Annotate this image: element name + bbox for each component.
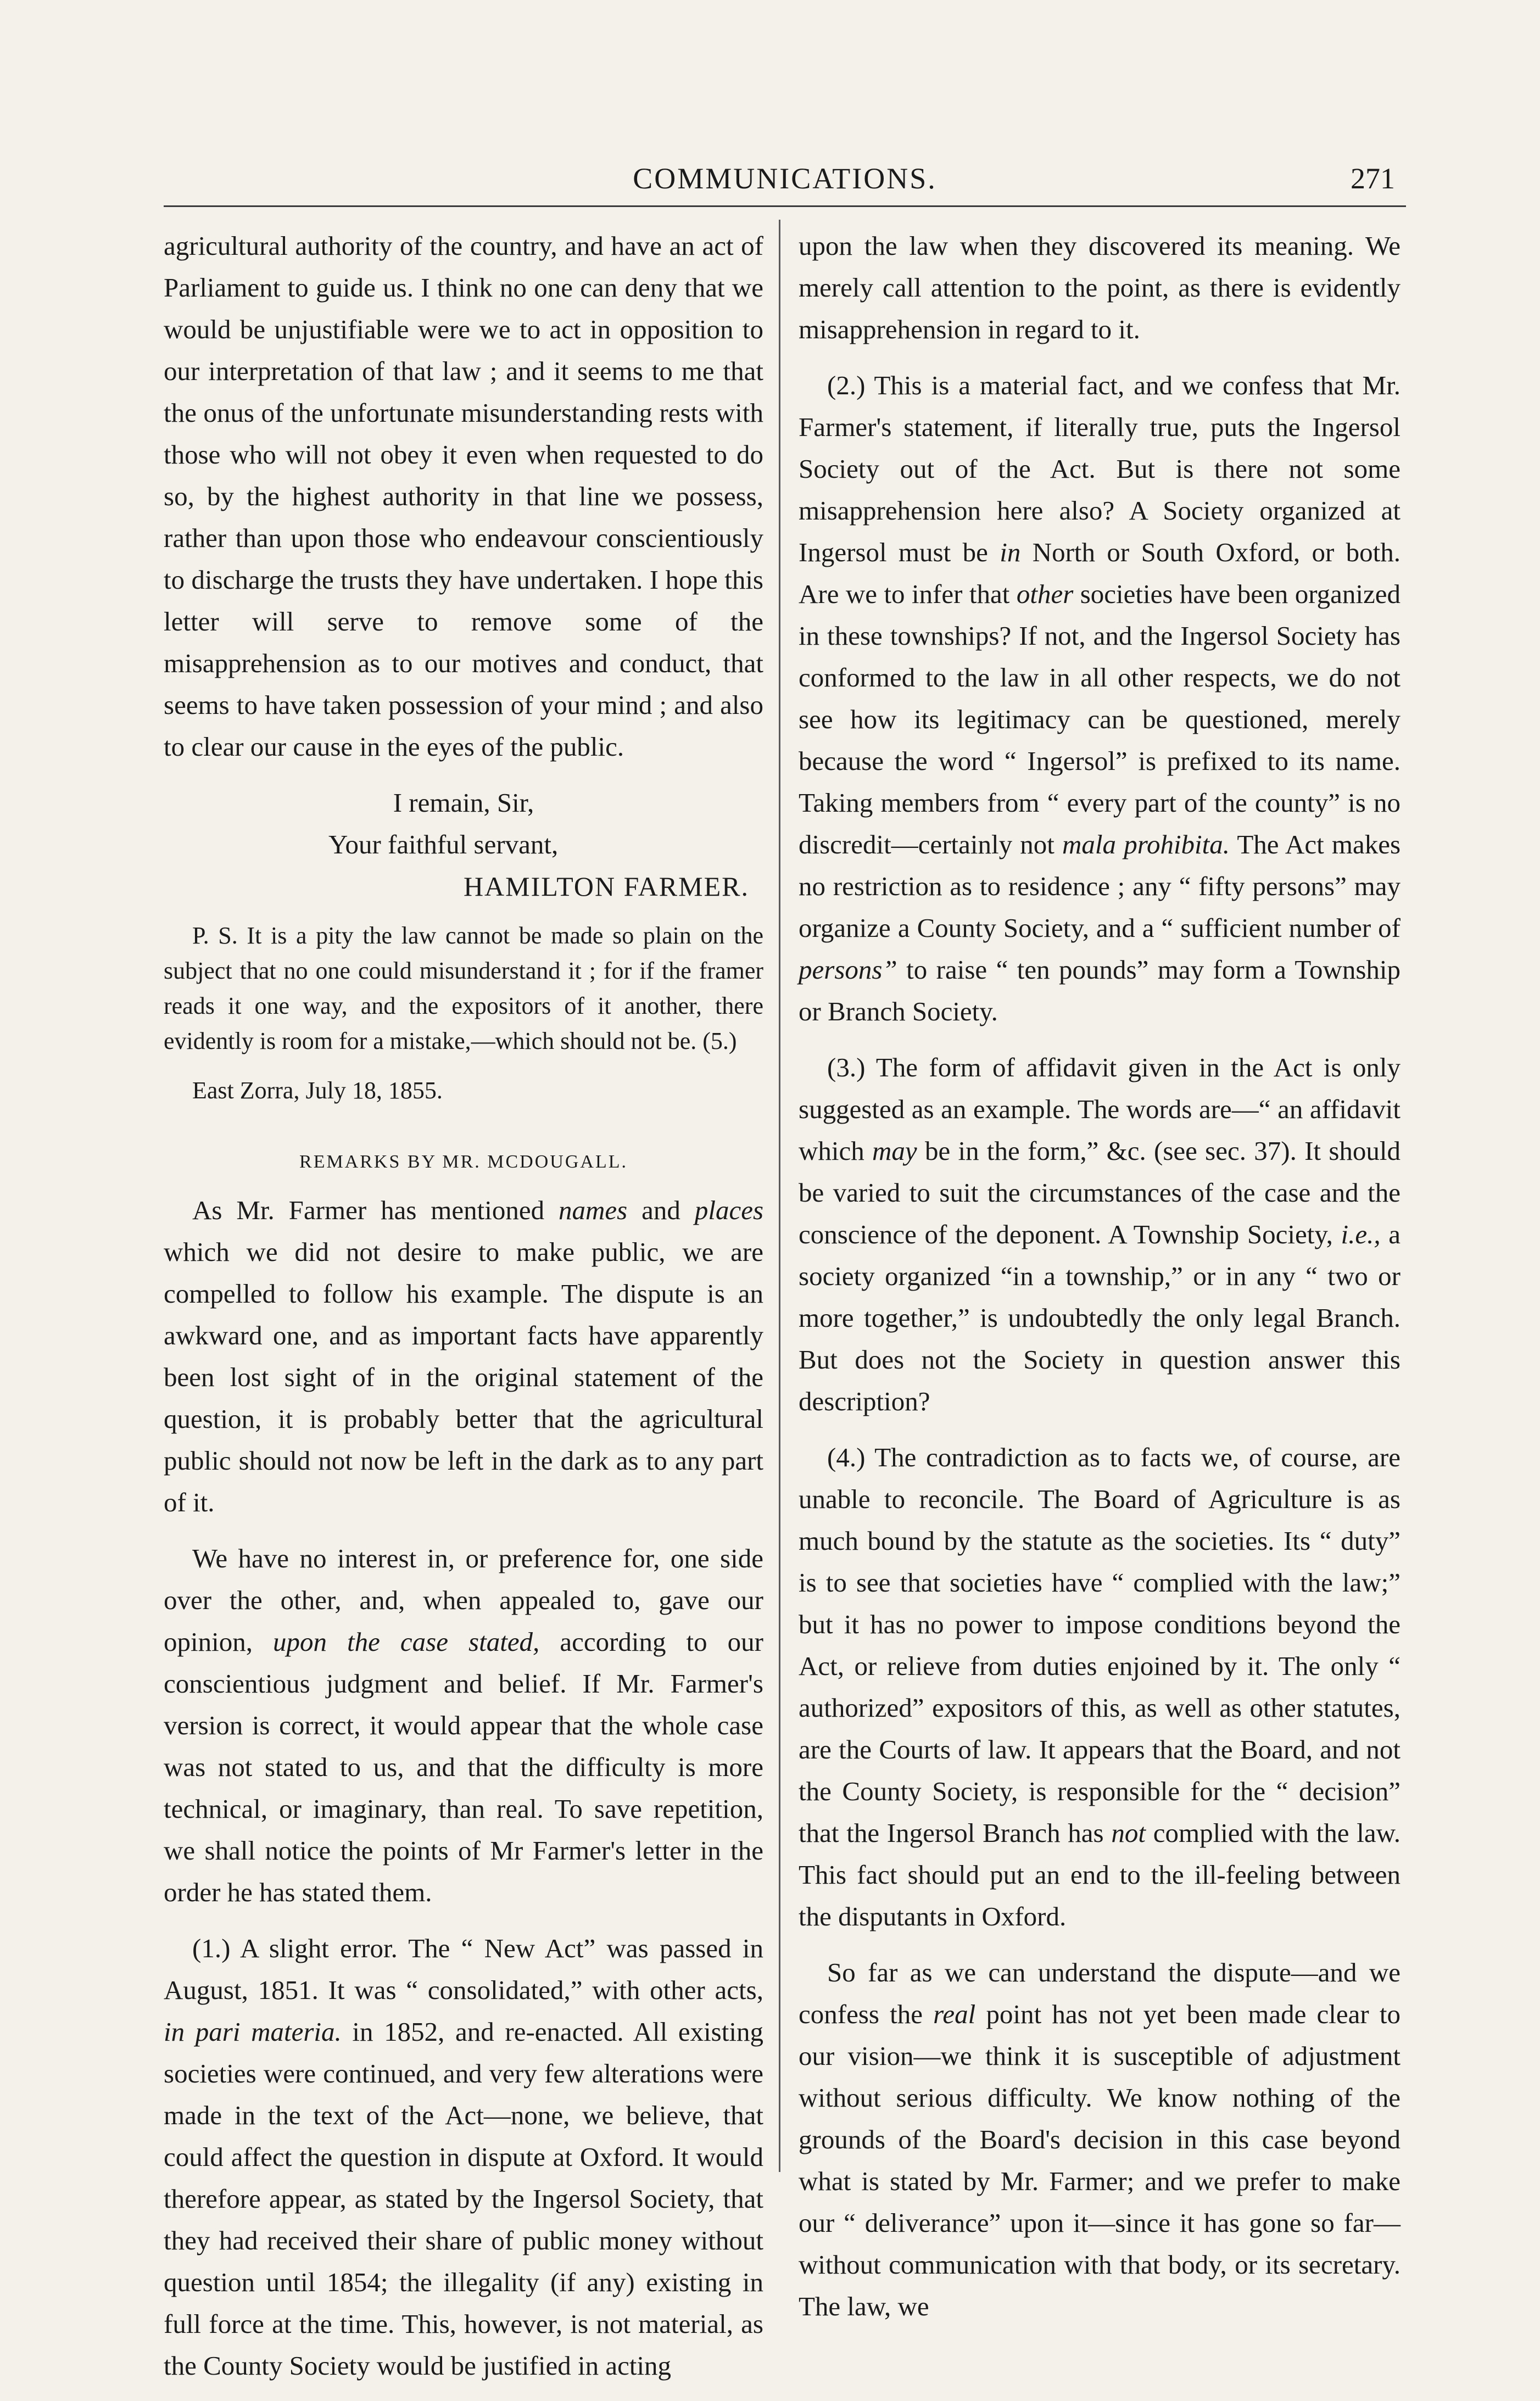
letter-signature: HAMILTON FARMER. bbox=[463, 871, 749, 902]
remarks-paragraph: As Mr. Farmer has mentioned names and places which we did not desire to make public, we are compelled to follow his example. The dispute is an awkward one, and as important facts have apparently been lost sight of in the original statement of the question, it is probably better that the agricultural public should not now be left in the dark as to any part of it. bbox=[164, 1195, 764, 1517]
remarks-paragraph: We have no interest in, or preference for, one side over the other, and, when appealed to, gave our opinion, upon the case stated, according to our conscientious judgment and belief. If Mr. Farmer's version is correct, it would appear that the whole case was not stated to us, and that the difficulty is more technical, or imaginary, than real. To save repetition, we shall notice the points of Mr Farmer's letter in the order he has stated them. bbox=[164, 1543, 763, 1907]
remarks-paragraph: (2.) This is a material fact, and we confess that Mr. Farmer's statement, if literally true, puts the Ingersol Society out of the Act. But is there not some misapprehension here also? A Society organized at Ingersol must be in North or South Oxford, or both. Are we to infer that other societies have been organized in these townships? If not, and the Ingersol Society has conformed to the law in all other respects, we do not see how its legitimacy can be questioned, merely because the word “ Ingersol” is prefixed to its name. Taking members from “ every part of the county” is no discredit—certainly not mala prohibita. The Act makes no restriction as to residence ; any “ fifty persons” may organize a County Society, and a “ sufficient number of persons” to raise “ ten pounds” may form a Township or Branch Society. bbox=[799, 370, 1401, 1026]
letter-closing: I remain, Sir, bbox=[393, 788, 534, 818]
remarks-paragraph: So far as we can understand the dispute—and we confess the real point has not yet been made clear to our vision—we think it is susceptible of adjustment without serious difficulty. We know nothing of the grounds of the Board's decision in this case beyond what is stated by Mr. Farmer; and we prefer to make our “ deliverance” upon it—since it has gone so far—without communication with that body, or its secretary. The law, we bbox=[799, 1957, 1401, 2321]
left-column bbox=[164, 225, 763, 2401]
postscript: P. S. It is a pity the law cannot be made so plain on the subject that no one could misunderstand it ; for if the framer reads it one way, and the expositors of it another, there evidently is room for a mistake,—which should not be. (5.) bbox=[164, 922, 763, 1054]
column-divider bbox=[779, 220, 780, 2172]
dateline: East Zorra, July 18, 1855. bbox=[192, 1077, 443, 1104]
letter-paragraph: agricultural authority of the country, and have an act of Parliament to guide us. I think no one can deny that we would be unjustifiable were we to act in opposition to our interpretation of that law ; and it seems to me that the onus of the unfortunate misunderstanding rests with those who will not obey it even when requested to do so, by the highest authority in that line we possess, rather than upon those who endeavour conscientiously to discharge the trusts they have undertaken. I hope this letter will serve to remove some of the misapprehension as to our motives and conduct, that seems to have taken possession of your mind ; and also to clear our cause in the eyes of the public. bbox=[164, 231, 763, 762]
page-number: 271 bbox=[1351, 162, 1395, 195]
page-header bbox=[164, 160, 1406, 207]
remarks-paragraph: upon the law when they discovered its meaning. We merely call attention to the point, as there is evidently misapprehension in regard to it. bbox=[799, 231, 1400, 344]
running-title: COMMUNICATIONS. bbox=[633, 162, 937, 195]
remarks-paragraph: (1.) A slight error. The “ New Act” was passed in August, 1851. It was “ consolidated,” with other acts, in pari materia. in 1852, and re-enacted. All existing societies were continued, and very few alterations were made in the text of the Act—none, we believe, that could affect the question in dispute at Oxford. It would therefore appear, as stated by the Ingersol Society, that they had received their share of public money without question until 1854; the illegality (if any) existing in full force at the time. This, however, is not material, as the County Society would be justified in acting bbox=[164, 1933, 763, 2381]
remarks-paragraph: (4.) The contradiction as to facts we, of course, are unable to reconcile. The Board of Agriculture is as much bound by the statute as the societies. Its “ duty” is to see that societies have “ complied with the law;” but it has no power to impose conditions beyond the Act, or relieve from duties enjoined by it. The only “ authorized” expositors of this, as well as other statutes, are the Courts of law. It appears that the Board, and not the County Society, is responsible for the “ decision” that the Ingersol Branch has not complied with the law. This fact should put an end to the ill-feeling between the disputants in Oxford. bbox=[799, 1442, 1401, 1931]
letter-closing-servant: Your faithful servant, bbox=[328, 829, 559, 859]
right-column bbox=[799, 225, 1400, 2342]
remarks-paragraph: (3.) The form of affidavit given in the Act is only suggested as an example. The words are—“ an affidavit which may be in the form,” &c. (see sec. 37). It should be varied to suit the circumstances of the case and the conscience of the deponent. A Township Society, i.e., a society organized “in a township,” or in any “ two or more together,” is undoubtedly the only legal Branch. But does not the Society in question answer this description? bbox=[799, 1052, 1401, 1416]
remarks-heading: REMARKS BY MR. MCDOUGALL. bbox=[299, 1152, 628, 1172]
